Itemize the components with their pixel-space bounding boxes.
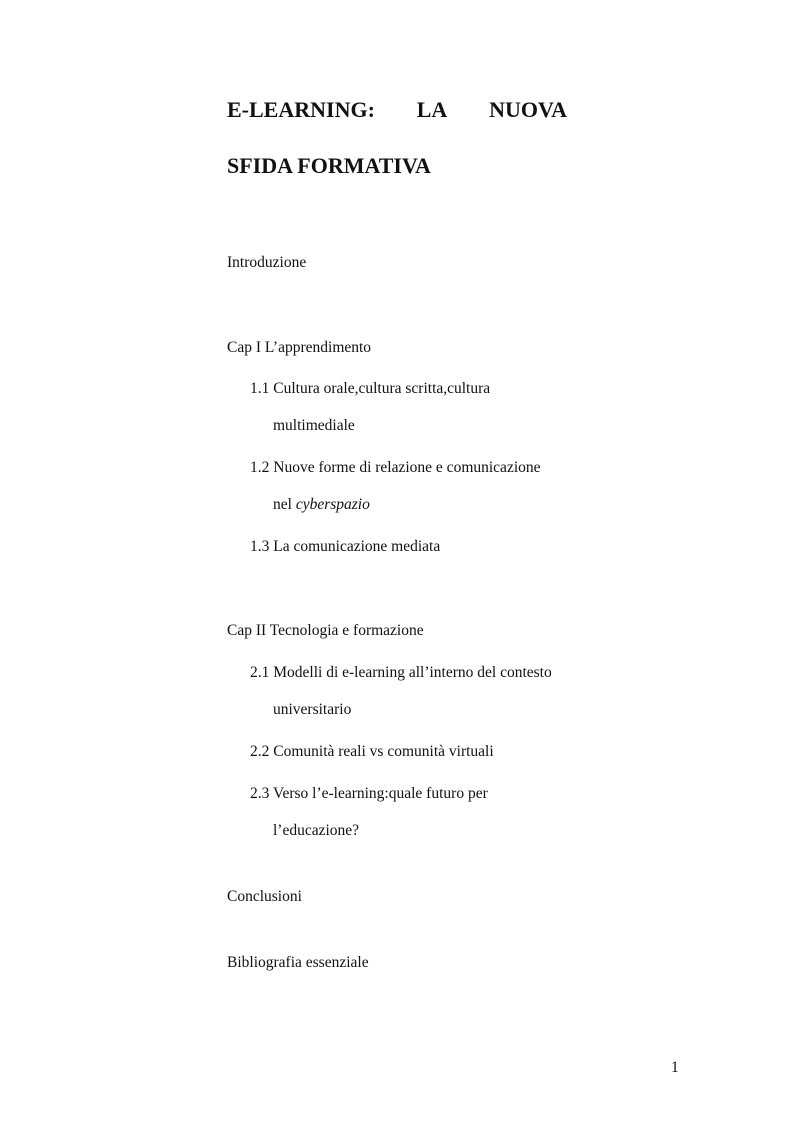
document-title-line-2: SFIDA FORMATIVA [227, 153, 431, 178]
toc-introduction: Introduzione [227, 254, 307, 271]
toc-section-2-3-continued: l’educazione? [273, 822, 360, 839]
toc-section-1-1: 1.1 Cultura orale,cultura scritta,cultura [250, 380, 491, 397]
toc-chapter-2-heading: Cap II Tecnologia e formazione [227, 622, 424, 639]
page-number: 1 [671, 1059, 679, 1076]
toc-section-2-2: 2.2 Comunità reali vs comunità virtuali [250, 743, 494, 760]
toc-chapter-1-heading: Cap I L’apprendimento [227, 339, 372, 356]
toc-conclusions: Conclusioni [227, 888, 302, 905]
toc-section-1-1-continued: multimediale [273, 417, 355, 434]
title-word-la: LA [416, 97, 448, 122]
toc-section-1-2: 1.2 Nuove forme di relazione e comunicazione [250, 459, 541, 476]
toc-bibliography: Bibliografia essenziale [227, 954, 369, 971]
title-word-nuova: NUOVA [489, 97, 567, 122]
toc-section-1-2-italic-term: cyberspazio [295, 496, 370, 513]
toc-section-2-1-continued: universitario [273, 701, 352, 718]
toc-section-1-2-prefix: nel [273, 496, 296, 513]
toc-section-2-1: 2.1 Modelli di e-learning all’interno del contesto [250, 664, 552, 681]
document-title-line-1 [227, 97, 567, 123]
toc-section-1-3: 1.3 La comunicazione mediata [250, 538, 441, 555]
title-word-e-learning: E-LEARNING: [227, 97, 375, 122]
toc-section-2-3: 2.3 Verso l’e-learning:quale futuro per [250, 785, 488, 802]
toc-section-1-2-continued [273, 495, 370, 515]
